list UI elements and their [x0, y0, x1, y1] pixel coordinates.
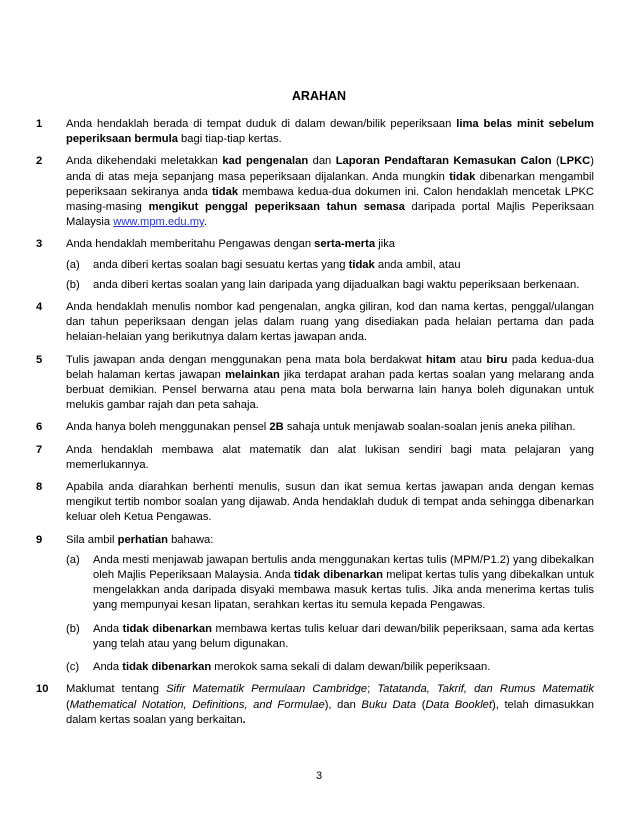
- list-item: [36, 420, 594, 435]
- portal-link[interactable]: www.mpm.edu.my: [113, 216, 204, 229]
- sub-item: (b) Anda tidak dibenarkan membawa kertas tulis keluar dari dewan/bilik peperiksaan, sama ada kertas yang telah atau yang belum digunakan.: [66, 622, 594, 650]
- sub-item: (c) Anda tidak dibenarkan merokok sama sekali di dalam dewan/bilik peperiksaan.: [66, 661, 491, 674]
- list-item: [36, 154, 594, 230]
- list-item: [36, 443, 594, 473]
- item-text: Apabila anda diarahkan berhenti menulis, susun dan ikat semua kertas jawapan anda dengan kemas mengikut tertib nombor soalan yang dijawab. Anda hendaklah duduk di tempat anda sehingga dibenarkan keluar oleh Ketua Pengawas.: [66, 481, 594, 524]
- item-text: Sila ambil perhatian bahawa: (a) Anda mesti menjawab jawapan bertulis anda menggunakan kertas tulis (MPM/P1.2) yang dibekalkan oleh Majlis Peperiksaan Malaysia. Anda tidak dibenarkan melipat kertas tulis yang dibekalkan untuk mengelakkan anda daripada disyaki membawa masuk kertas tulis. Jika anda menerima kertas tulis yang mempunyai kesan lipatan, serahkan kertas itu semula kepada Pengawas. (b) Anda tidak dibenarkan membawa kertas tulis keluar dari dewan/bilik peperiksaan, sama ada kertas yang telah atau yang belum digunakan. (c) Anda tidak dibenarkan merokok sama sekali di dalam dewan/bilik peperiksaan.: [66, 533, 594, 676]
- item-text: Maklumat tentang Sifir Matematik Permulaan Cambridge; Tatatanda, Takrif, dan Rumus Matematik (Mathematical Notation, Definitions, and Formulae), dan Buku Data (Data Booklet), telah dimasukkan dalam kertas soalan yang berkaitan.: [66, 683, 595, 726]
- item-text: Anda hendaklah berada di tempat duduk di dalam dewan/bilik peperiksaan lima belas minit sebelum peperiksaan bermula bagi tiap-tiap kertas.: [66, 118, 594, 146]
- item-text: Anda hendaklah menulis nombor kad pengenalan, angka giliran, kod dan nama kertas, penggal/ulangan dan tahun peperiksaan dengan jelas dalam ruang yang disediakan pada helaian pertama dan pada helaian-helaian yang berikutnya dalam kertas jawapan anda.: [66, 301, 594, 344]
- item-text: Anda hendaklah memberitahu Pengawas dengan serta-merta jika (a) anda diberi kertas soalan bagi sesuatu kertas yang tidak anda ambil, atau (b) anda diberi kertas soalan yang lain daripada yang dijadualkan bagi waktu peperiksaan berkenaan.: [66, 237, 594, 293]
- item-number: 9: [36, 533, 43, 546]
- page-title: ARAHAN: [291, 89, 347, 103]
- item-number: 3: [36, 238, 43, 251]
- page-number: 3: [315, 770, 323, 782]
- item-text: Anda hanya boleh menggunakan pensel 2B sahaja untuk menjawab soalan-soalan jenis aneka pilihan.: [66, 421, 576, 434]
- sub-item: (a) Anda mesti menjawab jawapan bertulis anda menggunakan kertas tulis (MPM/P1.2) yang dibekalkan oleh Majlis Peperiksaan Malaysia. Anda tidak dibenarkan melipat kertas tulis yang dibekalkan untuk mengelakkan anda daripada disyaki membawa masuk kertas tulis. Jika anda menerima kertas tulis yang mempunyai kesan lipatan, serahkan kertas itu semula kepada Pengawas.: [66, 553, 594, 612]
- instruction-list: [36, 117, 594, 735]
- list-item: [36, 300, 594, 346]
- list-item: [36, 353, 594, 414]
- sub-item: (a) anda diberi kertas soalan bagi sesuatu kertas yang tidak anda ambil, atau: [66, 258, 461, 271]
- sub-item: (b) anda diberi kertas soalan yang lain daripada yang dijadualkan bagi waktu peperiksaan berkenaan.: [66, 278, 580, 291]
- item-number: 7: [36, 443, 43, 456]
- item-number: 4: [36, 301, 43, 314]
- item-text: Anda dikehendaki meletakkan kad pengenalan dan Laporan Pendaftaran Kemasukan Calon (LPKC) anda di atas meja sepanjang masa peperiksaan dijalankan. Anda mungkin tidak dibenarkan mengambil peperiksaan sekiranya anda tidak membawa kedua-dua dokumen ini. Calon hendaklah mencetak LPKC masing-masing mengikut penggal peperiksaan tahun semasa daripada portal Majlis Peperiksaan Malaysia www.mpm.edu.my.: [66, 155, 595, 229]
- item-number: 1: [36, 118, 43, 130]
- item-number: 10: [36, 683, 49, 696]
- item-number: 6: [36, 421, 43, 434]
- list-item: [36, 682, 594, 728]
- list-item: [36, 117, 594, 147]
- list-item: [36, 480, 594, 526]
- list-item: [36, 237, 594, 293]
- item-number: 5: [36, 353, 43, 366]
- item-text: Anda hendaklah membawa alat matematik dan alat lukisan sendiri bagi mata pelajaran yang memerlukannya.: [66, 443, 594, 471]
- list-item: [36, 533, 594, 676]
- item-number: 8: [36, 481, 43, 494]
- item-number: 2: [36, 155, 43, 168]
- item-text: Tulis jawapan anda dengan menggunakan pena mata bola berdakwat hitam atau biru pada kedua-dua belah halaman kertas jawapan melainkan jika terdapat arahan pada kertas soalan yang melarang anda berbuat demikian. Pensel berwarna atau pena mata bola berwarna lain hanya boleh digunakan untuk melukis gambar rajah dan peta sahaja.: [66, 353, 595, 412]
